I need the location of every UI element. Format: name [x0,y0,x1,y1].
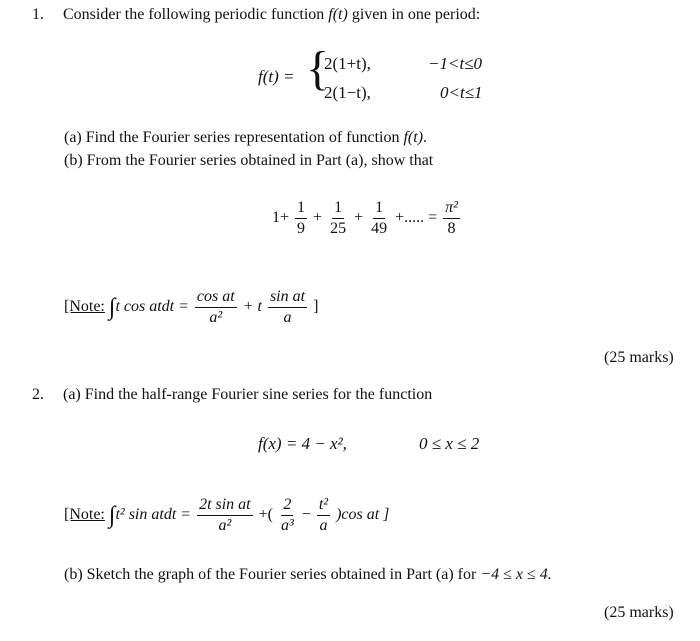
q1-case1-domain: −1<t≤0 [428,54,482,73]
q1-prompt-after: given in one period: [351,6,481,23]
q1-case2-expr: 2(1−t), [324,83,371,102]
q2-note-frac-3-den: a [319,517,328,534]
series-frac-2-den: 25 [330,220,347,237]
q2-note-frac-3 [317,497,330,534]
q2-note [64,497,389,534]
q1-marks: (25 marks) [604,349,674,366]
q1-note-mid: + t [242,298,262,316]
q2-part-b-label: (b) [64,566,83,583]
series-frac-2 [328,200,348,237]
series-frac-3-num: 1 [373,200,385,219]
q1-case2-domain: 0<t≤1 [440,83,483,102]
q1-prompt [63,7,480,23]
q1-part-a-label: (a) [64,129,82,146]
q2-fn-domain: 0 ≤ x ≤ 2 [419,434,480,453]
q1-case1-expr: 2(1+t), [324,54,371,73]
series-plus-2: + [354,209,364,227]
q2-note-label: [Note: [64,506,105,524]
q1-note-frac-1 [195,289,237,326]
q1-note-close: ] [313,298,319,316]
q1-note [64,289,318,326]
q1-note-frac-1-num: cos at [195,289,237,308]
q1-prompt-before: Consider the following periodic function [63,6,325,23]
series-frac-3 [369,200,389,237]
q2-note-frac-2 [279,497,296,534]
q2-note-end: )cos at ] [336,506,390,524]
q1-part-a-fn: f(t) [403,129,424,146]
q1-part-a [64,130,427,146]
series-frac-1-den: 9 [297,220,306,237]
series-plus-1: + [313,209,323,227]
q2-note-mid: +( [258,506,273,524]
q2-part-b-text: Sketch the graph of the Fourier series obtained in Part (a) for [86,566,477,583]
series-frac-1 [295,200,307,237]
q1-note-frac-2-num: sin at [268,289,307,308]
q1-series [272,200,462,237]
series-rhs-num: π² [443,200,460,219]
series-rhs-den: 8 [447,220,456,237]
q2-part-a-label: (a) [63,386,81,403]
q1-part-b-label: (b) [64,152,83,169]
q2-note-minus: − [301,506,311,524]
q1-brace: { [306,42,330,95]
q2-part-a-text: Find the half-range Fourier sine series for the function [84,386,433,403]
q1-prompt-fn: f(t) [328,6,348,23]
q2-number: 2. [32,386,44,403]
q2-note-integral: ∫ [108,502,116,529]
q2-part-b-range: −4 ≤ x ≤ 4. [480,566,552,583]
q2-fn-expr: f(x) = 4 − x², [258,434,347,453]
q1-number: 1. [32,6,44,23]
q2-note-frac-2-den: a³ [280,517,294,534]
q2-note-frac-1-num: 2t sin at [197,497,253,516]
series-lead: 1+ [272,209,290,227]
series-frac-1-num: 1 [295,200,307,219]
q2-note-frac-3-num: t² [317,497,330,516]
q1-note-integral: ∫ [108,294,116,321]
q1-part-a-text: Find the Fourier series representation of function [85,129,400,146]
series-frac-2-num: 1 [332,200,344,219]
q2-marks: (25 marks) [604,604,674,621]
q1-note-frac-2 [268,289,307,326]
q1-lhs: f(t) = [258,67,295,86]
q1-note-frac-1-den: a² [209,309,223,326]
q1-part-a-end: . [423,129,428,146]
q2-note-frac-2-num: 2 [281,497,293,516]
q1-note-label: [Note: [64,298,105,316]
q1-note-frac-2-den: a [283,309,292,326]
q1-note-integrand: t cos atdt = [115,298,189,316]
q2-note-frac-1-den: a² [218,517,232,534]
q2-part-b [64,567,552,583]
series-tail: +..... = [395,209,438,227]
q2-note-integrand: t² sin atdt = [115,506,192,524]
q2-note-frac-1 [197,497,253,534]
q1-part-b-text: From the Fourier series obtained in Part (a), show that [86,152,434,169]
q1-part-b [64,153,433,169]
q2-part-a [63,387,432,403]
series-rhs [443,200,460,237]
series-frac-3-den: 49 [371,220,388,237]
